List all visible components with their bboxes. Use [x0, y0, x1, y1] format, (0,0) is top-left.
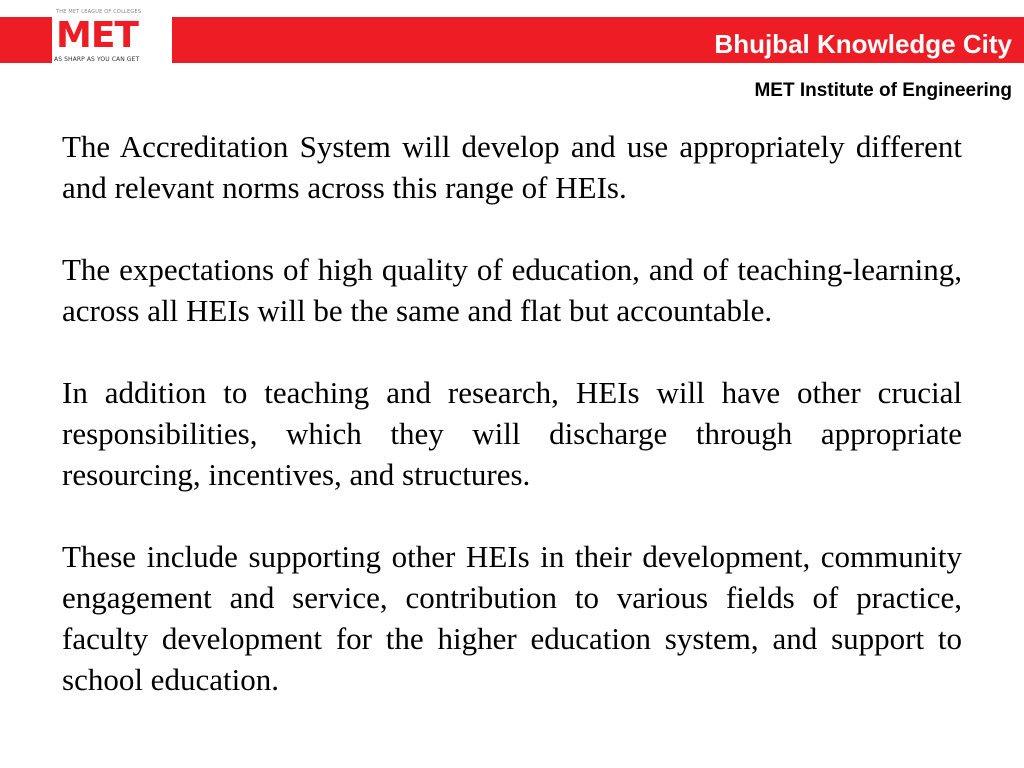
paragraph-2: The expectations of high quality of education, and of teaching-learning, across all HEIs will be the same and flat but accountable. [62, 252, 962, 328]
header-subtitle: MET Institute of Engineering [754, 80, 1012, 101]
paragraph-4: These include supporting other HEIs in their development, community engagement and service, contribution to various fields of practice, faculty development for the higher education system, and support to school education. [62, 539, 962, 697]
paragraph-3: In addition to teaching and research, HEIs will have other crucial responsibilities, which they will discharge through appropriate resourcing, incentives, and structures. [62, 375, 962, 492]
slide-body [62, 126, 962, 700]
logo-tagline-bottom: AS SHARP AS YOU CAN GET [54, 56, 140, 63]
header-title: Bhujbal Knowledge City [714, 29, 1012, 59]
paragraph-1: The Accreditation System will develop and use appropriately different and relevant norms across this range of HEIs. [62, 129, 962, 205]
logo-mark: MET [56, 15, 138, 56]
met-logo [52, 8, 172, 66]
logo-tagline-top: THE MET LEAGUE OF COLLEGES [56, 9, 142, 15]
